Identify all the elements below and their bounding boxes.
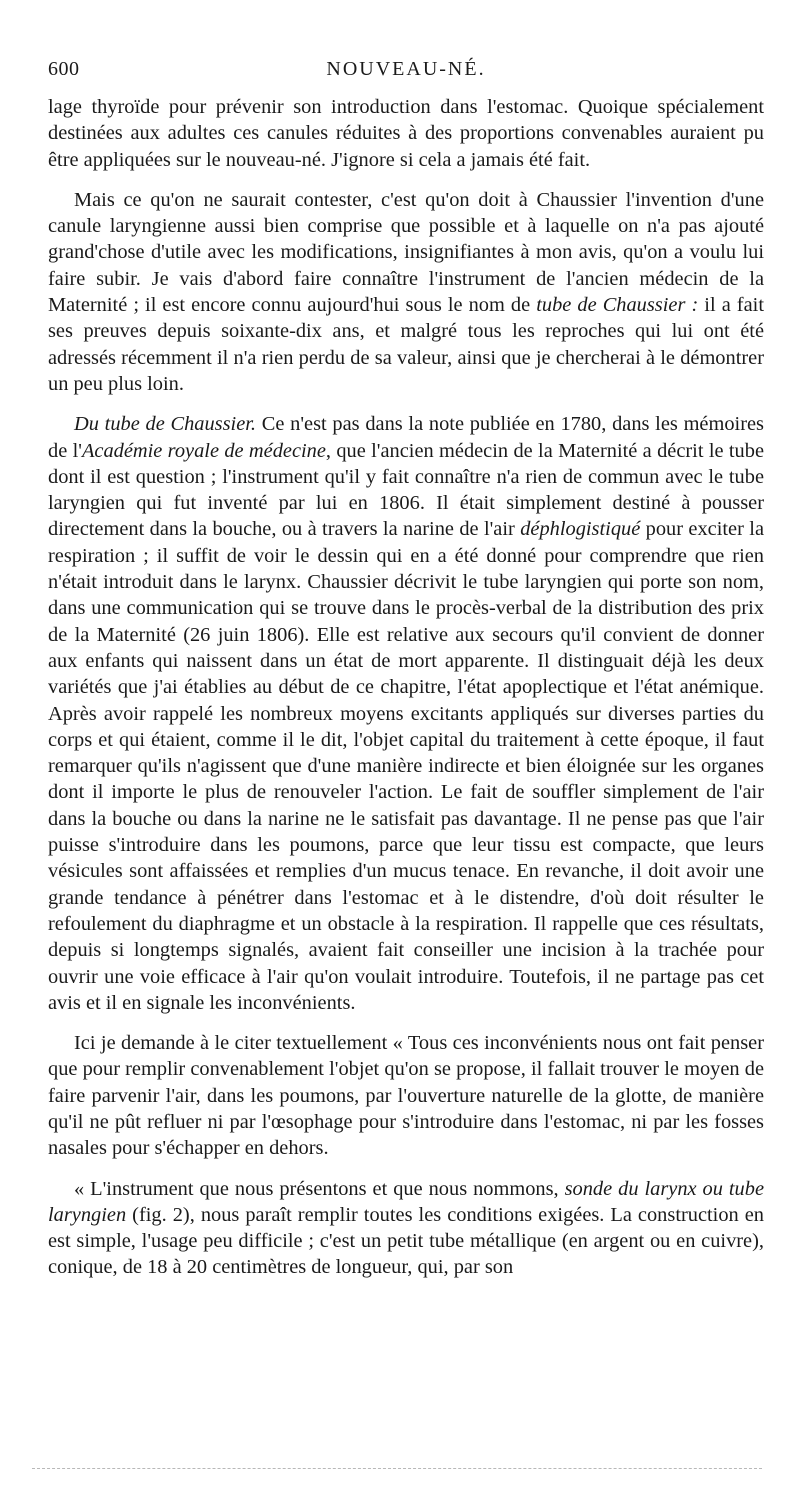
paragraph-3-emphasis-academie: Académie royale de médecine bbox=[81, 439, 326, 462]
section-heading-tube-de-chaussier: Du tube de Chaussier. bbox=[74, 413, 257, 436]
paragraph-5-text-b: (fig. 2), nous paraît remplir toutes les conditions exigées. La construction en est simple, l'usage peu difficile ; c'est un petit tube métallique (en argent ou en cuivre), conique, de 18 à 20 centimètres de longueur, qui, par son bbox=[48, 1203, 764, 1279]
paragraph-3-text-c: pour exciter la respiration ; il suffit de voir le dessin qui en a été donné pour comprendre que rien n'était introduit dans le larynx. Chaussier décrivit le tube laryngien qui porte son nom, dans une communication qui se trouve dans le procès-verbal de la distribution des prix de la Maternité (26 juin 1806). Elle est relative aux secours qu'il convient de donner aux enfants qui naissent dans un état de mort apparente. Il distinguait déjà les deux variétés que j'ai établies au début de ce chapitre, l'état apoplectique et l'état anémique. Après avoir rappelé les nombreux moyens excitants appliqués sur diverses parties du corps et qui étaient, comme il le dit, l'objet capital du traitement à cette époque, il faut remarquer qu'ils n'agissent que d'une manière indirecte et bien éloignée sur les organes dont il importe le plus de renouveler l'action. Le fait de souffler simplement de l'air dans la bouche ou dans la narine ne le satisfait pas davantage. Il ne pense pas que l'air puisse s'introduire dans les poumons, parce que leur tissu est compacte, que leurs vésicules sont affaissées et remplies d'un mucus tenace. En revanche, il doit avoir une grande tendance à pénétrer dans l'estomac et à le distendre, d'où doit résulter le refoulement du diaphragme et un obstacle à la respiration. Il rappelle que ces résultats, depuis si longtemps signalés, avaient fait conseiller une incision à la trachée pour ouvrir une voie efficace à l'air qu'on voulait introduire. Toutefois, il ne partage pas cet avis et il en signale les inconvénients. bbox=[48, 518, 764, 1014]
paragraph-5-text-a: « L'instrument que nous présentons et que nous nommons, bbox=[74, 1177, 565, 1200]
paragraph-3 bbox=[48, 411, 764, 1016]
footer-rule bbox=[32, 1468, 762, 1469]
paragraph-2-text-a: Mais ce qu'on ne saurait contester, c'est qu'on doit à Chaussier l'invention d'une canule laryngienne aussi bien comprise que possible et à laquelle on n'a pas ajouté grand'chose d'utile avec les modifications, insignifiantes à mon avis, qu'on a voulu lui faire subir. Je vais d'abord faire connaître l'instrument de l'ancien médecin de la Maternité ; il est encore connu aujourd'hui sous le nom de bbox=[48, 188, 764, 317]
paragraph-2 bbox=[48, 187, 764, 397]
paragraph-3-text-b: , que l'ancien médecin de la Maternité a décrit le tube dont il est question ; l'instrument qu'il y fait connaître n'a rien de commun avec le tube laryngien qui fut inventé par lui en 1806. Il était simplement destiné à pousser directement dans la bouche, ou à travers la narine de l'air bbox=[48, 439, 764, 541]
document-page bbox=[48, 58, 764, 1285]
paragraph-1 bbox=[48, 94, 764, 173]
paragraph-1-text: lage thyroïde pour prévenir son introduction dans l'estomac. Quoique spécialement destinées aux adultes ces canules réduites à des proportions convenables auraient pu être appliquées sur le nouveau-né. J'ignore si cela a jamais été fait. bbox=[48, 96, 764, 171]
page-number: 600 bbox=[48, 58, 80, 80]
body-text bbox=[48, 94, 764, 1281]
paragraph-3-emphasis-dephlogistique: déphlogistiqué bbox=[520, 518, 641, 541]
page-header bbox=[48, 58, 764, 94]
paragraph-2-emphasis: tube de Chaussier : bbox=[536, 294, 699, 317]
paragraph-2-text-b: il a fait ses preuves depuis soixante-dix ans, et malgré tous les reproches qui lui ont été adressés récemment il n'a rien perdu de sa valeur, ainsi que je chercherai à le démontrer un peu plus loin. bbox=[48, 294, 764, 395]
running-title: NOUVEAU-NÉ. bbox=[326, 58, 486, 80]
paragraph-4-text: Ici je demande à le citer textuellement « Tous ces inconvénients nous ont fait penser que pour remplir convenablement l'objet qu'on se propose, il fallait trouver le moyen de faire parvenir l'air, dans les poumons, par l'ouverture naturelle de la glotte, de manière qu'il ne pût refluer ni par l'œsophage pour s'introduire dans l'estomac, ni par les fosses nasales pour s'échapper en dehors. bbox=[48, 1032, 764, 1160]
paragraph-5 bbox=[48, 1176, 764, 1281]
paragraph-4 bbox=[48, 1030, 764, 1161]
paragraph-3-text-a: Ce n'est pas dans la note publiée en 1780, dans les mémoires de l' bbox=[48, 413, 764, 462]
paragraph-5-emphasis: sonde du larynx ou tube laryngien bbox=[48, 1177, 764, 1226]
